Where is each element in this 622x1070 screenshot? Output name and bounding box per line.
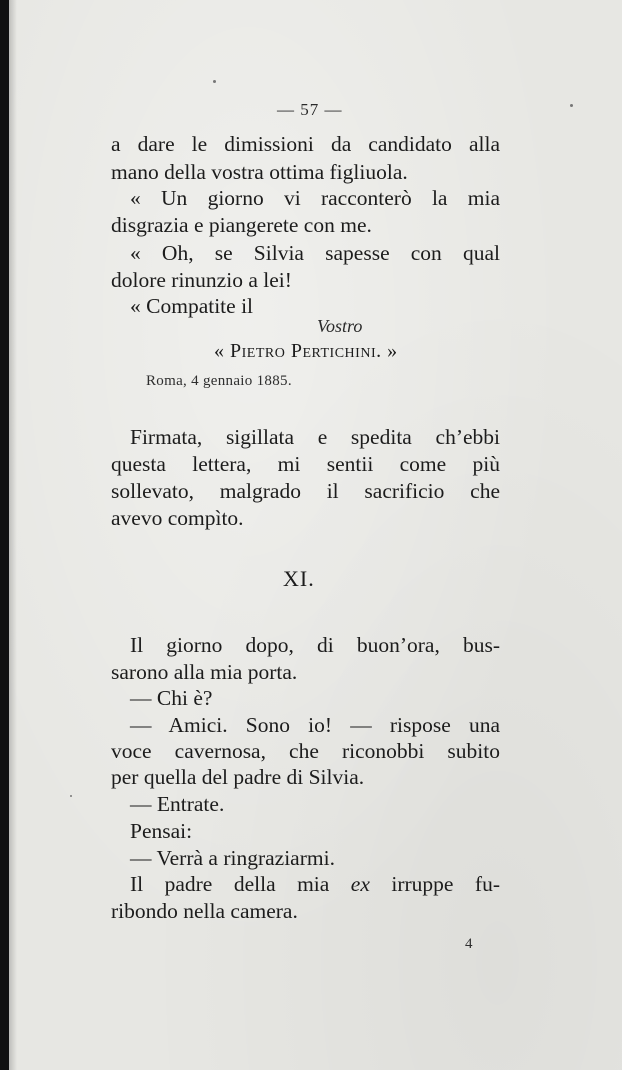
text-line: sollevato, malgrado il sacrificio che xyxy=(111,479,500,503)
text-line: avevo compìto. xyxy=(111,506,244,530)
printer-signature-mark: 4 xyxy=(465,936,473,952)
text-line: voce cavernosa, che riconobbi subito xyxy=(111,739,500,763)
text-line: sarono alla mia porta. xyxy=(111,660,298,684)
text-line xyxy=(130,872,500,896)
text-line: per quella del padre di Silvia. xyxy=(111,765,365,789)
binding-edge xyxy=(0,0,9,1070)
binding-shadow xyxy=(9,0,17,1070)
text-line: Il giorno dopo, di buon’ora, bus- xyxy=(130,633,500,657)
text-line: — Entrate. xyxy=(130,792,225,816)
paper-speck xyxy=(570,104,573,107)
chapter-heading: XI. xyxy=(283,566,315,591)
letter-closing: Vostro xyxy=(317,316,363,336)
text-line: mano della vostra ottima figliuola. xyxy=(111,160,408,184)
text-line: — Amici. Sono io! — rispose una xyxy=(130,713,500,737)
italic-word: ex xyxy=(350,872,370,896)
text-fragment: irruppe fu- xyxy=(369,872,500,896)
letter-dateline: Roma, 4 gennaio 1885. xyxy=(146,373,292,389)
text-line: disgrazia e piangerete con me. xyxy=(111,213,372,237)
text-line: « Compatite il xyxy=(130,294,254,318)
text-line: « Un giorno vi racconterò la mia xyxy=(130,186,500,210)
text-line: questa lettera, mi sentii come più xyxy=(111,452,500,476)
text-line: — Verrà a ringraziarmi. xyxy=(130,846,335,870)
text-line: « Oh, se Silvia sapesse con qual xyxy=(130,241,500,265)
text-line: Pensai: xyxy=(130,819,193,843)
text-line: — Chi è? xyxy=(130,686,213,710)
text-fragment: Il padre della mia xyxy=(130,872,351,896)
text-line: ribondo nella camera. xyxy=(111,899,298,923)
paper-speck xyxy=(213,80,216,83)
paper-speck xyxy=(70,795,72,797)
text-line: Firmata, sigillata e spedita ch’ebbi xyxy=(130,425,500,449)
letter-signature: « Pietro Pertichini. » xyxy=(214,340,398,362)
text-line: dolore rinunzio a lei! xyxy=(111,268,292,292)
page-number: — 57 — xyxy=(277,100,343,119)
text-line: a dare le dimissioni da candidato alla xyxy=(111,132,500,156)
